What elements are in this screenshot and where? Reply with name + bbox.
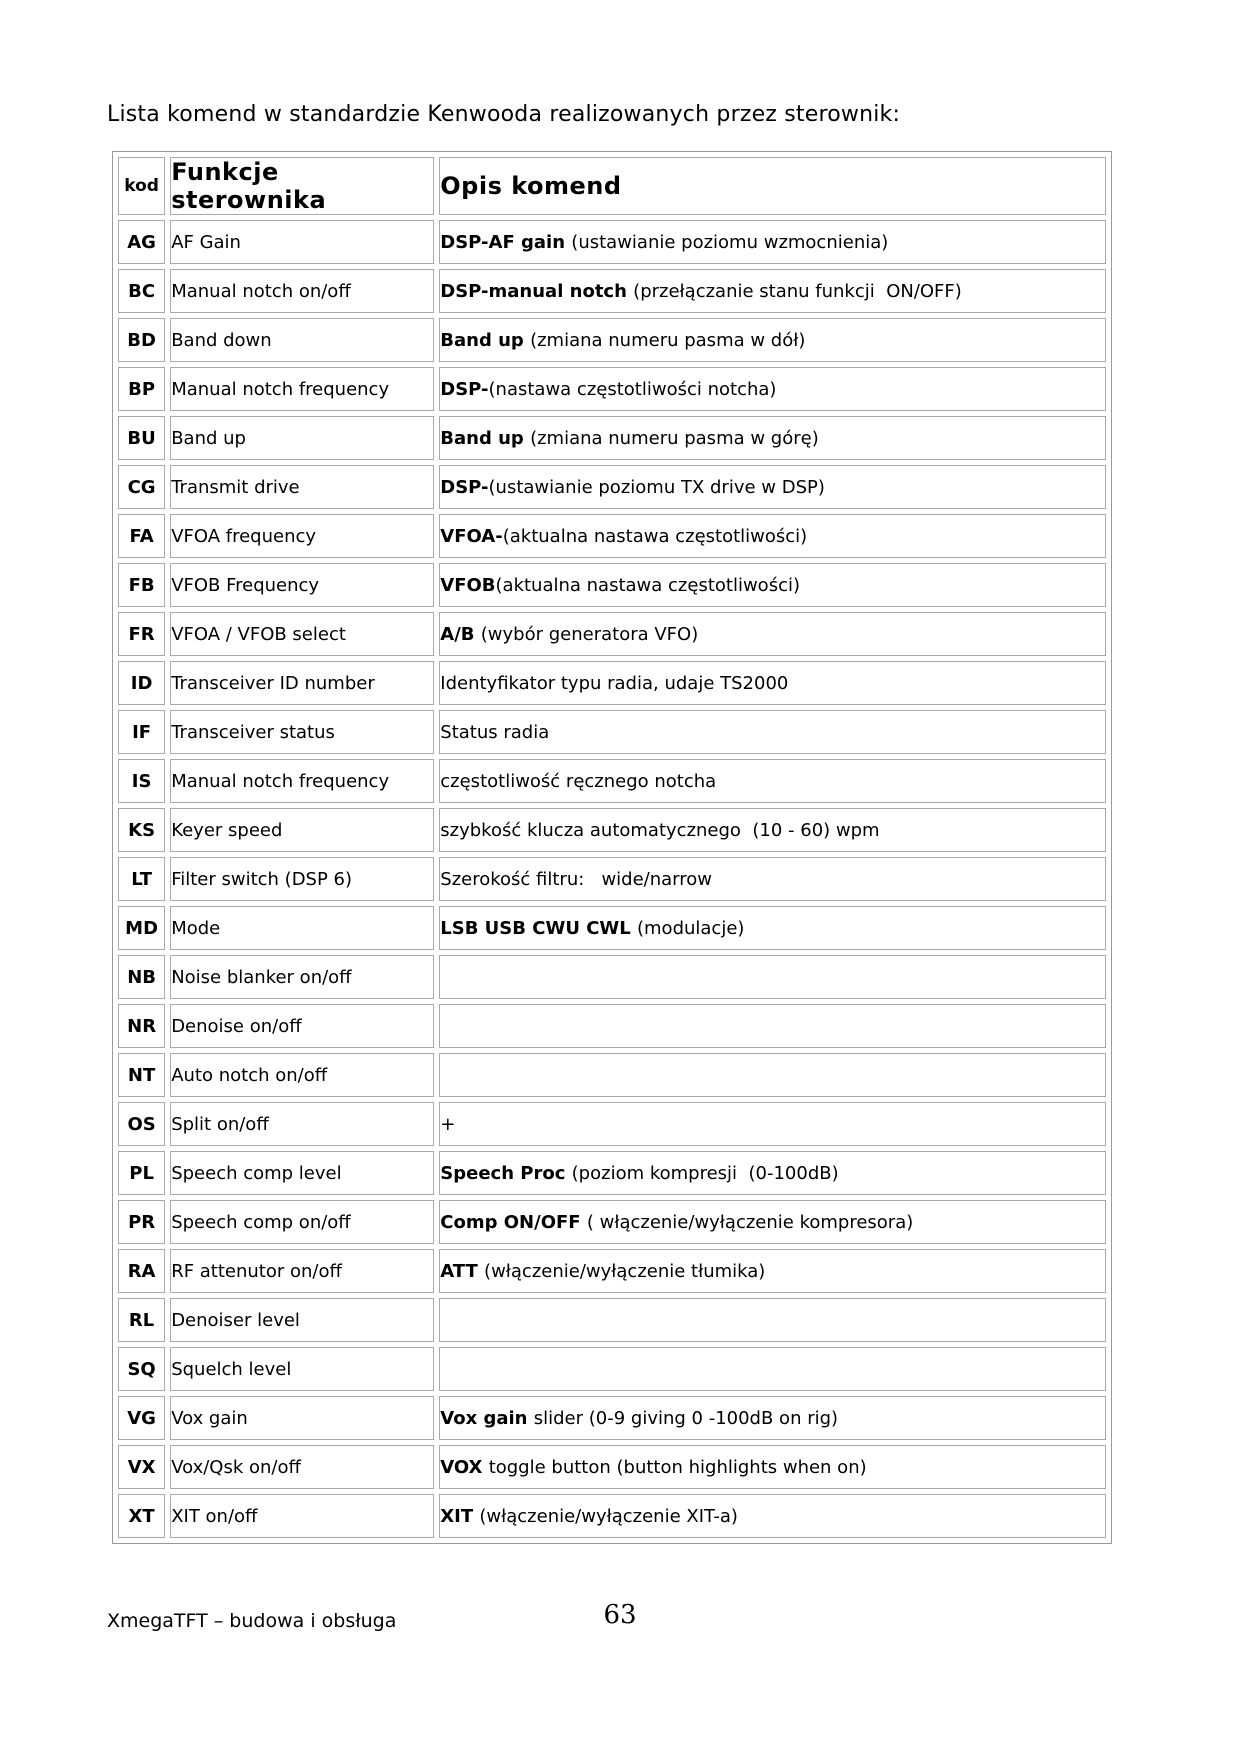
description-text: (włączenie/wyłączenie tłumika)	[484, 1260, 766, 1282]
footer-page-number: 63	[603, 1600, 637, 1630]
command-description	[439, 367, 1106, 411]
description-keyword: DSP-	[440, 476, 489, 498]
description-text: częstotliwość ręcznego notcha	[440, 770, 717, 792]
command-description	[439, 465, 1106, 509]
controller-function: Transceiver ID number	[170, 661, 434, 705]
command-code: LT	[118, 857, 165, 901]
description-text: (ustawianie poziomu TX drive w DSP)	[488, 476, 825, 498]
controller-function: Squelch level	[170, 1347, 434, 1391]
table-row	[118, 220, 1106, 264]
table-row	[118, 367, 1106, 411]
commands-table-body	[118, 220, 1106, 1538]
table-row	[118, 1249, 1106, 1293]
command-code: BC	[118, 269, 165, 313]
table-row	[118, 857, 1106, 901]
description-keyword: Comp ON/OFF	[440, 1211, 587, 1233]
commands-table	[112, 151, 1112, 1544]
command-code: VX	[118, 1445, 165, 1489]
description-keyword: LSB USB CWU CWL	[440, 917, 637, 939]
command-description	[439, 1200, 1106, 1244]
command-code: XT	[118, 1494, 165, 1538]
command-description	[439, 416, 1106, 460]
table-row	[118, 808, 1106, 852]
description-keyword: A/B	[440, 623, 481, 645]
command-description	[439, 1445, 1106, 1489]
controller-function: Mode	[170, 906, 434, 950]
description-text: Status radia	[440, 721, 550, 743]
header-code: kod	[118, 157, 165, 215]
description-keyword: Speech Proc	[440, 1162, 572, 1184]
controller-function: Vox gain	[170, 1396, 434, 1440]
table-row	[118, 759, 1106, 803]
table-row	[118, 563, 1106, 607]
command-description	[439, 1053, 1106, 1097]
controller-function: Filter switch (DSP 6)	[170, 857, 434, 901]
command-description	[439, 808, 1106, 852]
controller-function: Speech comp on/off	[170, 1200, 434, 1244]
table-row	[118, 1298, 1106, 1342]
description-keyword: VOX	[440, 1456, 489, 1478]
command-description	[439, 857, 1106, 901]
table-row	[118, 661, 1106, 705]
command-description	[439, 563, 1106, 607]
command-code: CG	[118, 465, 165, 509]
description-text: (modulacje)	[637, 917, 745, 939]
command-code: NT	[118, 1053, 165, 1097]
controller-function: Manual notch frequency	[170, 367, 434, 411]
table-row	[118, 1347, 1106, 1391]
page-title: Lista komend w standardzie Kenwooda realizowanych przez sterownik:	[107, 102, 901, 127]
table-row	[118, 514, 1106, 558]
controller-function: Keyer speed	[170, 808, 434, 852]
controller-function: Noise blanker on/off	[170, 955, 434, 999]
command-description	[439, 1347, 1106, 1391]
description-text: (włączenie/wyłączenie XIT-a)	[479, 1505, 738, 1527]
table-row	[118, 1053, 1106, 1097]
controller-function: Band down	[170, 318, 434, 362]
description-text: Szerokość filtru: wide/narrow	[440, 868, 713, 890]
command-code: FA	[118, 514, 165, 558]
command-code: VG	[118, 1396, 165, 1440]
description-keyword: VFOB	[440, 574, 496, 596]
description-text: slider (0-9 giving 0 -100dB on rig)	[533, 1407, 839, 1429]
description-text: (aktualna nastawa częstotliwości)	[495, 574, 800, 596]
controller-function: VFOA / VFOB select	[170, 612, 434, 656]
description-text: +	[440, 1113, 456, 1135]
command-description	[439, 514, 1106, 558]
table-row	[118, 1396, 1106, 1440]
command-description	[439, 1004, 1106, 1048]
table-row	[118, 906, 1106, 950]
controller-function: Denoise on/off	[170, 1004, 434, 1048]
command-code: RA	[118, 1249, 165, 1293]
command-code: ID	[118, 661, 165, 705]
command-description	[439, 269, 1106, 313]
controller-function: VFOB Frequency	[170, 563, 434, 607]
command-code: KS	[118, 808, 165, 852]
table-row	[118, 710, 1106, 754]
command-code: BU	[118, 416, 165, 460]
table-row	[118, 1102, 1106, 1146]
command-code: PL	[118, 1151, 165, 1195]
description-text: (ustawianie poziomu wzmocnienia)	[571, 231, 889, 253]
description-keyword: ATT	[440, 1260, 485, 1282]
description-text: szybkość klucza automatycznego (10 - 60) wpm	[440, 819, 880, 841]
table-row	[118, 1445, 1106, 1489]
header-description: Opis komend	[439, 157, 1106, 215]
description-keyword: DSP-	[440, 378, 489, 400]
controller-function: VFOA frequency	[170, 514, 434, 558]
description-text: Identyfikator typu radia, udaje TS2000	[440, 672, 789, 694]
command-code: RL	[118, 1298, 165, 1342]
controller-function: Speech comp level	[170, 1151, 434, 1195]
controller-function: AF Gain	[170, 220, 434, 264]
table-row	[118, 1494, 1106, 1538]
controller-function: Denoiser level	[170, 1298, 434, 1342]
table-row	[118, 416, 1106, 460]
table-row	[118, 318, 1106, 362]
command-description	[439, 1151, 1106, 1195]
description-text: (zmiana numeru pasma w górę)	[530, 427, 819, 449]
table-row	[118, 955, 1106, 999]
command-description	[439, 661, 1106, 705]
command-description	[439, 1102, 1106, 1146]
command-description	[439, 318, 1106, 362]
controller-function: Manual notch on/off	[170, 269, 434, 313]
command-code: IS	[118, 759, 165, 803]
description-text: (wybór generatora VFO)	[480, 623, 699, 645]
command-code: PR	[118, 1200, 165, 1244]
controller-function: Split on/off	[170, 1102, 434, 1146]
description-keyword: DSP-AF gain	[440, 231, 572, 253]
description-text: (nastawa częstotliwości notcha)	[488, 378, 777, 400]
description-keyword: VFOA-	[440, 525, 503, 547]
command-code: MD	[118, 906, 165, 950]
command-code: FR	[118, 612, 165, 656]
command-description	[439, 906, 1106, 950]
command-code: NR	[118, 1004, 165, 1048]
command-description	[439, 1298, 1106, 1342]
command-code: BP	[118, 367, 165, 411]
command-code: OS	[118, 1102, 165, 1146]
command-description	[439, 612, 1106, 656]
table-row	[118, 1151, 1106, 1195]
command-code: AG	[118, 220, 165, 264]
description-keyword: DSP-manual notch	[440, 280, 634, 302]
controller-function: RF attenutor on/off	[170, 1249, 434, 1293]
description-text: (przełączanie stanu funkcji ON/OFF)	[633, 280, 962, 302]
description-text: toggle button (button highlights when on)	[488, 1456, 867, 1478]
command-description	[439, 220, 1106, 264]
command-description	[439, 759, 1106, 803]
command-code: FB	[118, 563, 165, 607]
description-text: (poziom kompresji (0-100dB)	[571, 1162, 839, 1184]
command-description	[439, 955, 1106, 999]
controller-function: Band up	[170, 416, 434, 460]
command-code: SQ	[118, 1347, 165, 1391]
command-code: NB	[118, 955, 165, 999]
command-description	[439, 1494, 1106, 1538]
description-keyword: Band up	[440, 329, 531, 351]
header-function: Funkcje sterownika	[170, 157, 434, 215]
description-keyword: Vox gain	[440, 1407, 534, 1429]
controller-function: Manual notch frequency	[170, 759, 434, 803]
command-code: BD	[118, 318, 165, 362]
controller-function: Transmit drive	[170, 465, 434, 509]
controller-function: Vox/Qsk on/off	[170, 1445, 434, 1489]
description-text: (zmiana numeru pasma w dół)	[530, 329, 806, 351]
command-description	[439, 710, 1106, 754]
table-row	[118, 612, 1106, 656]
description-keyword: Band up	[440, 427, 531, 449]
command-description	[439, 1396, 1106, 1440]
description-keyword: XIT	[440, 1505, 480, 1527]
description-text: (aktualna nastawa częstotliwości)	[502, 525, 808, 547]
command-description	[439, 1249, 1106, 1293]
description-text: ( włączenie/wyłączenie kompresora)	[586, 1211, 914, 1233]
table-header-row	[118, 157, 1106, 215]
controller-function: Transceiver status	[170, 710, 434, 754]
footer-document-title: XmegaTFT – budowa i obsługa	[107, 1610, 397, 1632]
table-row	[118, 1200, 1106, 1244]
command-code: IF	[118, 710, 165, 754]
table-row	[118, 1004, 1106, 1048]
controller-function: Auto notch on/off	[170, 1053, 434, 1097]
controller-function: XIT on/off	[170, 1494, 434, 1538]
table-row	[118, 465, 1106, 509]
table-row	[118, 269, 1106, 313]
